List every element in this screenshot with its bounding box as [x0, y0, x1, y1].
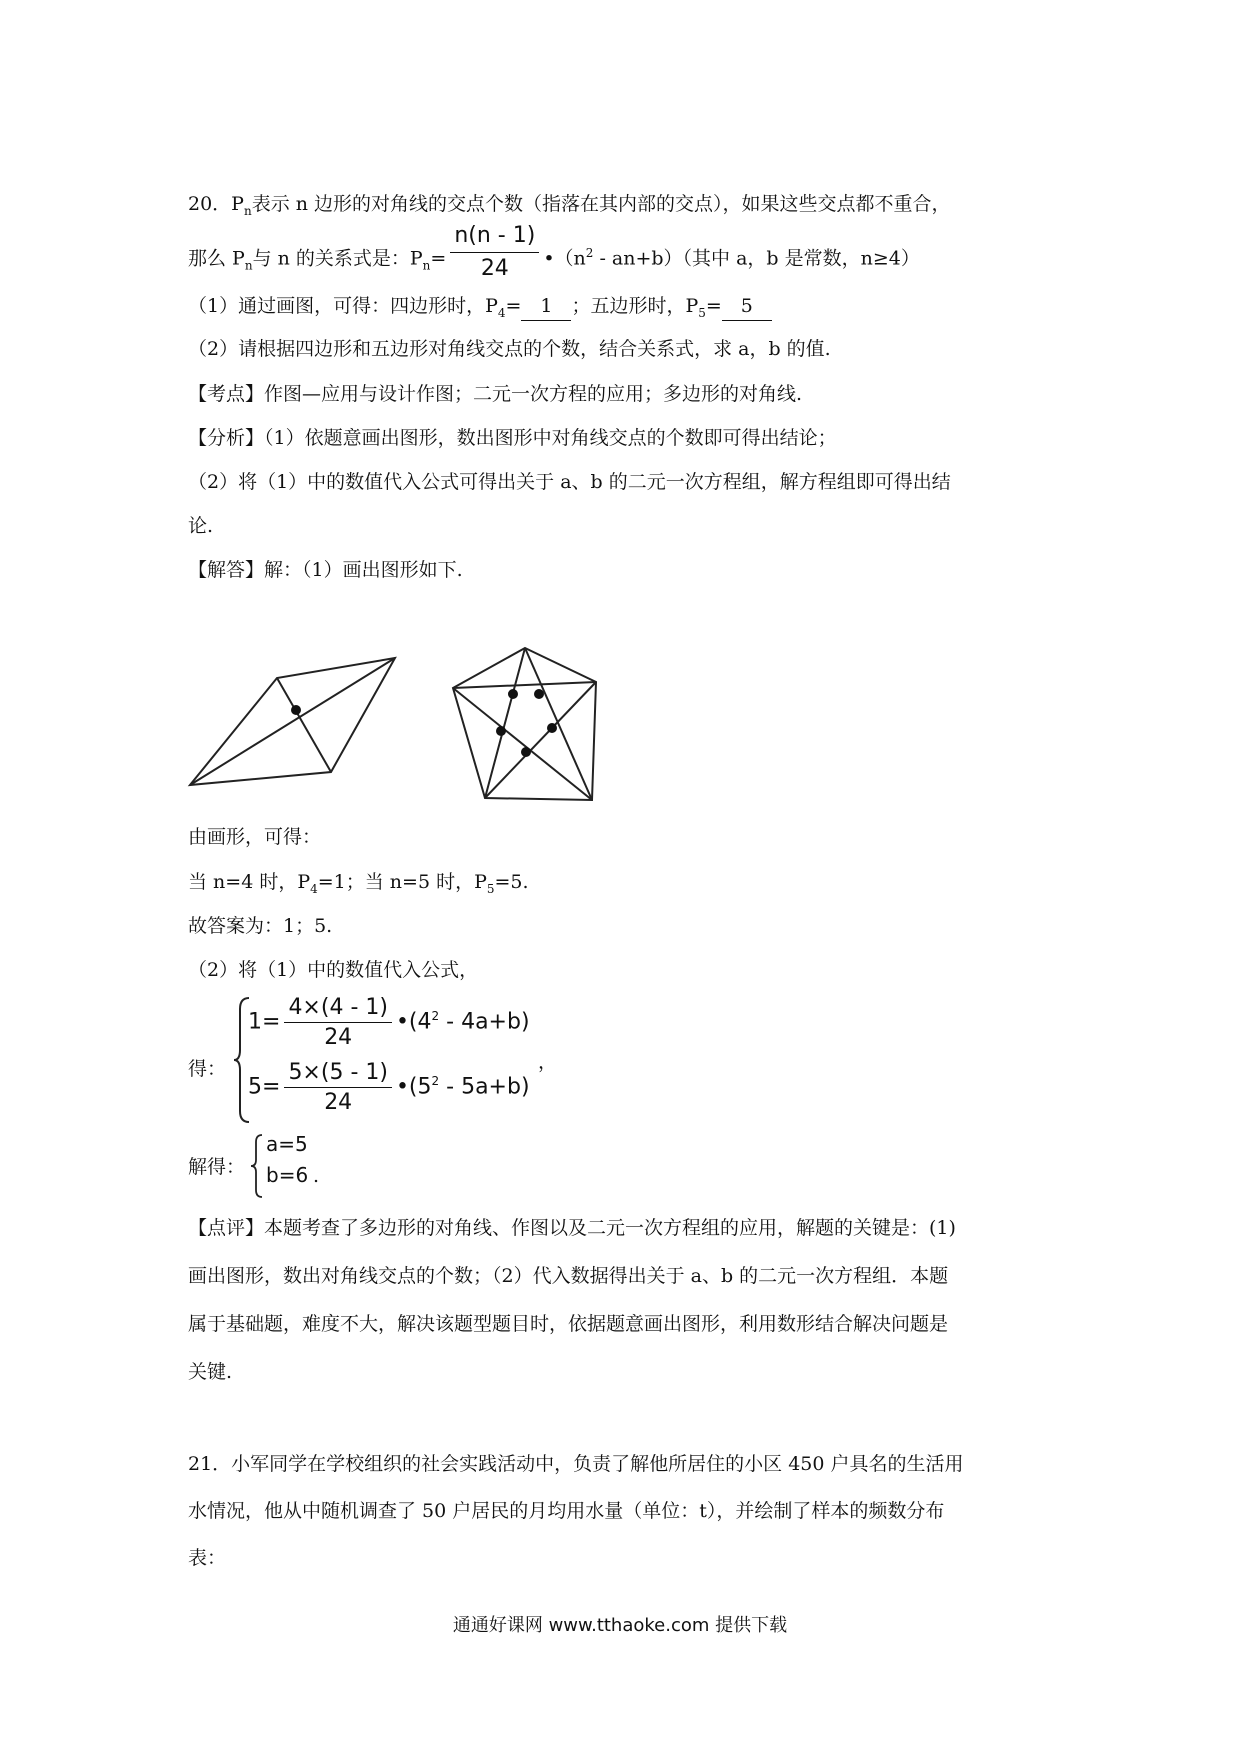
q20-youhua: 由画形，可得： [188, 826, 322, 848]
pentagon-diagonal-4 [453, 682, 596, 688]
q20-de-label: 得： [188, 1058, 227, 1080]
q20-dianping-4: 关键. [188, 1361, 233, 1383]
pentagon-shape [453, 648, 596, 800]
solution-a: a=5 [266, 1132, 308, 1156]
pentagon-intersection-point [534, 689, 544, 699]
equation-comma: ， [538, 1051, 558, 1073]
q20-jiede-label: 解得： [188, 1156, 246, 1178]
q20-dianping-2: 画出图形，数出对角线交点的个数；（2）代入数据得出关于 a、b 的二元一次方程组．本题 [188, 1265, 949, 1287]
pentagon-intersection-point [521, 747, 531, 757]
equation-row-2: 5= $\frac{5\times(5 - 1)}{24}$ $•(5^2 - 5a+b)$ [248, 1060, 530, 1115]
quadrilateral-diagonal-1 [190, 658, 395, 785]
q21-line1: 21．小军同学在学校组织的社会实践活动中，负责了解他所居住的小区 450 户具名的生活用 [188, 1453, 964, 1475]
q21-line2: 水情况，他从中随机调查了 50 户居民的月均用水量（单位：t），并绘制了样本的频数分布 [188, 1500, 945, 1522]
solution-b: b=6 [266, 1163, 309, 1187]
q20-part2-solution: （2）将（1）中的数值代入公式， [188, 959, 479, 981]
q20-fenxi-2: （2）将（1）中的数值代入公式可得出关于 a、b 的二元一次方程组，解方程组即可得出结 [188, 471, 951, 493]
pentagon-diagonal-5 [453, 688, 592, 800]
q20-dang: 当 n=4 时，$P_4=1$；当 n=5 时，$P_5=5$. [188, 871, 529, 896]
q20-part1: （1）通过画图，可得：四边形时，$P_4= 1$ ；五边形时，$P_5= 5$ [188, 292, 772, 327]
q20-fenxi-3: 论. [188, 515, 214, 537]
q21-line3: 表： [188, 1547, 227, 1569]
solution-period: . [313, 1165, 320, 1187]
page-footer: 通通好课网 www.tthaoke.com 提供下载 [452, 1615, 788, 1636]
diagonals-figure [185, 640, 645, 810]
q20-guda: 故答案为：1；5. [188, 915, 333, 937]
equation-row-1: 1= $\frac{4\times(4 - 1)}{24}$ $•(4^2 - 4a+b)$ [248, 995, 530, 1050]
pentagon-intersection-point [508, 689, 518, 699]
q20-fenxi-1: 【分析】（1）依题意画出图形，数出图形中对角线交点的个数即可得出结论； [188, 427, 837, 449]
q20-jieda: 【解答】解：（1）画出图形如下. [188, 559, 463, 581]
pentagon-intersection-point [547, 723, 557, 733]
q20-dianping-1: 【点评】本题考查了多边形的对角线、作图以及二元一次方程组的应用，解题的关键是：(1) [188, 1217, 956, 1239]
pentagon-diagonal-2 [485, 648, 525, 798]
q20-kaodian: 【考点】作图—应用与设计作图；二元一次方程的应用；多边形的对角线. [188, 383, 803, 405]
q20-stem-line1: 20．$P_n$表示 n 边形的对角线的交点个数（指落在其内部的交点），如果这些交点都不重合， [188, 193, 951, 218]
pentagon-diagonal-3 [485, 682, 596, 798]
quadrilateral-intersection-point [291, 705, 301, 715]
answer-blank-p4: 1 [521, 292, 571, 321]
pentagon-intersection-point [496, 726, 506, 736]
q20-formula-fraction: $\frac{n(n - 1)}{24}$ [450, 222, 539, 283]
pentagon-diagonal-1 [525, 648, 592, 800]
q20-part2: （2）请根据四边形和五边形对角线交点的个数，结合关系式，求 a，b 的值. [188, 338, 831, 360]
q20-stem-line2: 那么 $P_n$与 n 的关系式是：$P_n=$ $\frac{n(n - 1)}{24}$ $•(n^2 - an+b)$（其中 a，b 是常数，n≥4） [188, 223, 920, 281]
solution-brace [250, 1133, 264, 1199]
q20-dianping-3: 属于基础题，难度不大，解决该题型题目时，依据题意画出图形，利用数形结合解决问题是 [188, 1313, 949, 1335]
answer-blank-p5: 5 [722, 292, 772, 321]
